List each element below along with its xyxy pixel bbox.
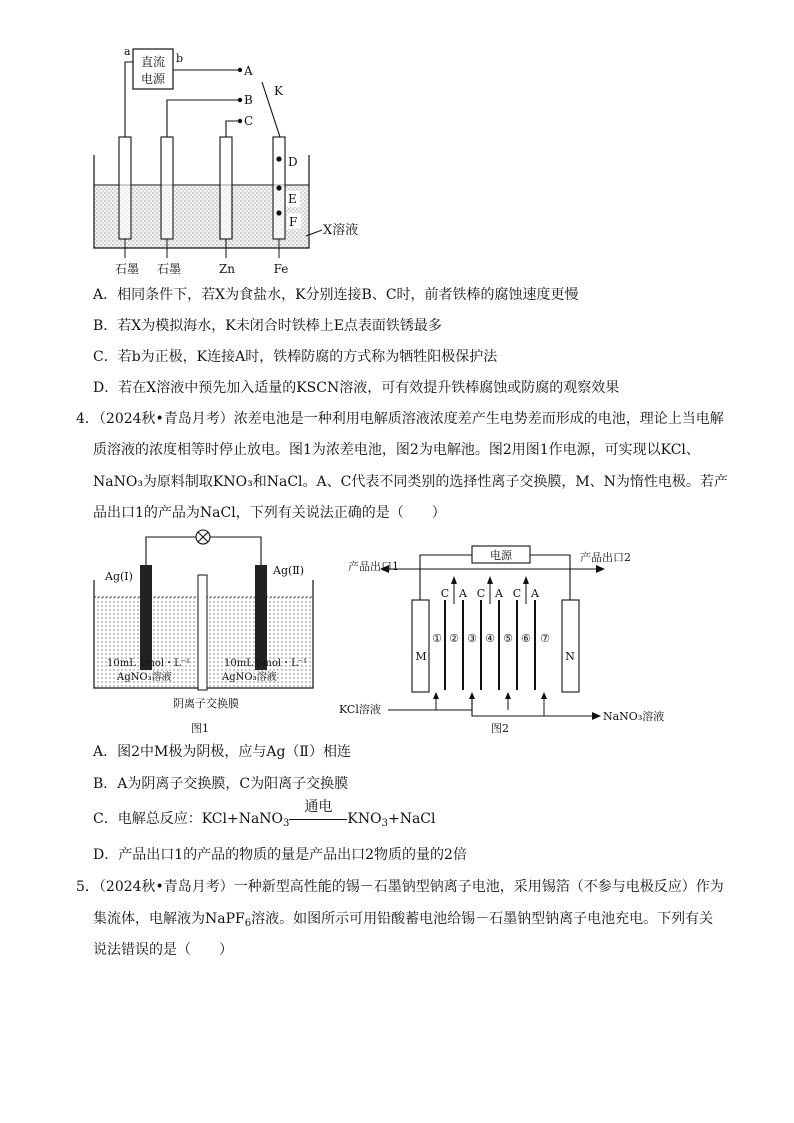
contact-C-label: C [244, 114, 254, 128]
left-solution-conc: 10mL 1mol・L⁻¹ [107, 658, 191, 669]
contact-A-label: A [244, 64, 253, 78]
ag-electrode-II [255, 565, 267, 670]
outlet-1-label: 产品出口1 [348, 560, 399, 573]
fig1-caption: 图1 [191, 722, 209, 735]
q5-stem-line2: 集流体，电解液为NaPF$_6$溶液。如图所示可用铅酸蓄电池给锡－石墨钠型钠离子电池充电。下列有关 [93, 911, 714, 929]
nano3-inlet-label: NaNO₃溶液 [603, 710, 665, 723]
reaction-condition: 通电 [304, 799, 333, 815]
power-label-1: 直流 [140, 55, 166, 69]
q4-option-a: A．图2中M极为阴极，应与Ag（Ⅱ）相连 [93, 744, 351, 760]
point-D [276, 156, 281, 161]
membrane-6: A [531, 587, 539, 600]
membranes [445, 600, 535, 690]
contact-B-label: B [244, 93, 253, 107]
anion-exchange-membrane [198, 575, 207, 690]
nano3-inlet [472, 700, 596, 716]
right-solution-conc: 10mL 5mol・L⁻¹ [224, 658, 308, 669]
q4-stem-line4: 品出口1的产品为NaCl，下列有关说法正确的是（ ） [93, 505, 446, 521]
q4-option-d: D．产品出口1的产品的物质的量是产品出口2物质的量的2倍 [93, 847, 467, 863]
wire-zn [226, 121, 240, 137]
chamber-4: ④ [485, 632, 495, 645]
switch-K-label: K [274, 84, 283, 98]
q4-option-c: C．电解总反应：KCl+NaNO$_3$ 通电 $KNO_3+NaCl$ [93, 799, 436, 829]
wire-a [125, 62, 133, 137]
membrane-2: A [459, 587, 467, 600]
q4-option-b: B．A为阴离子交换膜，C为阳离子交换膜 [93, 776, 349, 792]
left-solution-name: AgNO₃溶液 [117, 672, 172, 683]
ag-II-label: Ag(Ⅱ) [273, 564, 305, 577]
ag-electrode-I [140, 565, 152, 670]
wire-graphite-2 [167, 100, 240, 137]
q4-stem-line3: NaNO₃为原料制取KNO₃和NaCl。A、C代表不同类别的选择性离子交换膜，M、N为惰性电极。若产 [93, 474, 728, 490]
chamber-7: ⑦ [540, 632, 550, 645]
q4-stem-line1: 4．（2024秋•青岛月考）浓差电池是一种利用电解质溶液浓度差产生电势差而形成的电池，理论上当电解 [76, 411, 724, 427]
solution-label: X溶液 [323, 223, 359, 238]
terminal-a-label: a [124, 45, 131, 58]
zn-electrode [220, 137, 232, 239]
chamber-1: ① [432, 632, 442, 645]
q5-stem-line3: 说法错误的是（ ） [93, 942, 233, 958]
membrane-5: C [512, 587, 522, 600]
chamber-2: ② [449, 632, 459, 645]
membrane-label: 阴离子交换膜 [173, 697, 239, 710]
electrode-label-graphite-1: 石墨 [114, 262, 140, 276]
svg-text:N: N [565, 650, 575, 663]
graphite-electrode-2 [161, 137, 173, 239]
graphite-electrode-1 [119, 137, 131, 239]
fig2-caption: 图2 [491, 722, 509, 735]
membrane-1: C [440, 587, 450, 600]
terminal-b-label: b [176, 52, 184, 65]
chamber-6: ⑥ [521, 632, 531, 645]
q3-option-d: D．若在X溶液中预先加入适量的KSCN溶液，可有效提升铁棒腐蚀或防腐的观察效果 [93, 380, 620, 396]
q3-option-c: C．若b为正极，K连接A时，铁棒防腐的方式称为牺牲阳极保护法 [93, 349, 498, 365]
q5-stem-line1: 5．（2024秋•青岛月考）一种新型高性能的锡－石墨钠型钠离子电池，采用锡箔（不参与电极反应）作为 [76, 879, 724, 895]
membrane-3: C [476, 587, 486, 600]
electrode-label-zn: Zn [218, 262, 236, 276]
kcl-inlet-label: KCl溶液 [339, 703, 381, 716]
q4-figures [0, 525, 794, 745]
right-solution-name: AgNO₃溶液 [222, 672, 277, 683]
svg-text:M: M [415, 650, 427, 663]
electrode-M [412, 600, 429, 692]
point-F [276, 210, 281, 215]
kcl-inlet [388, 699, 472, 710]
svg-text:F: F [289, 215, 298, 229]
chamber-3: ③ [467, 632, 477, 645]
svg-text:D: D [288, 155, 298, 169]
power-source-label: 电源 [490, 549, 512, 562]
q3-option-a: A．相同条件下，若X为食盐水，K分别连接B、C时，前者铁棒的腐蚀速度更慢 [93, 287, 579, 303]
outlet-2-label: 产品出口2 [580, 551, 631, 564]
ag-I-label: Ag(I) [105, 570, 133, 583]
chamber-5: ⑤ [503, 632, 513, 645]
svg-text:E: E [288, 192, 297, 206]
electrode-label-fe: Fe [273, 262, 289, 276]
electrode-N [562, 600, 579, 692]
corrosion-cell-figure [0, 0, 794, 290]
q4-stem-line2: 质溶液的浓度相等时停止放电。图1为浓差电池，图2为电解池。图2用图1作电源，可实现以KCl、 [93, 442, 700, 458]
power-label-2: 电源 [140, 72, 166, 86]
membrane-4: A [495, 587, 503, 600]
q3-option-b: B．若X为模拟海水，K未闭合时铁棒上E点表面铁锈最多 [93, 318, 442, 334]
electrode-label-graphite-2: 石墨 [156, 262, 182, 276]
point-E [276, 185, 281, 190]
